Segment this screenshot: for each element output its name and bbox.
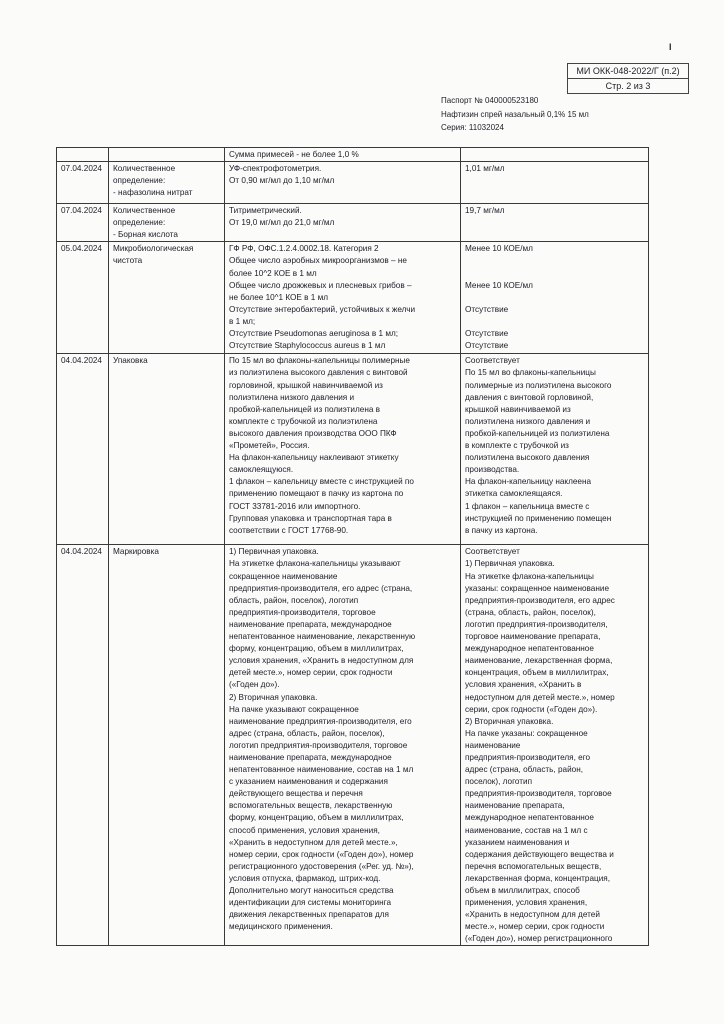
cell-line: Упаковка <box>113 356 148 366</box>
passport-info <box>441 94 589 135</box>
cell-line: крышкой навинчиваемой из <box>465 404 571 414</box>
cell-line: 2) Вторичная упаковка. <box>229 692 318 702</box>
cell-line: производства. <box>465 465 520 475</box>
cell-line: сокращенное наименование <box>229 571 338 581</box>
cell-line: наименование препарата, международное <box>229 752 392 762</box>
cell-line: На флакон-капельницу наклеена <box>465 477 592 487</box>
cell-line: условия хранения, «Хранить в недоступном для <box>229 656 414 666</box>
cell-line: логотип предприятия-производителя, торговое <box>229 740 408 750</box>
cell-line: «Прометей», Россия. <box>229 441 310 451</box>
cell-line: На пачке указаны: сокращенное <box>465 728 588 738</box>
cell-line: Отсутствие энтеробактерий, устойчивых к желчи <box>229 304 416 314</box>
cell-line: Общее число аэробных микроорганизмов – не <box>229 256 407 266</box>
table-row <box>57 162 649 204</box>
cell-date <box>57 242 109 354</box>
cell-line: Микробиологическая <box>113 244 194 254</box>
cell-line: Количественное <box>113 164 176 174</box>
cell-name <box>109 162 225 204</box>
cell-line: в комплекте с трубочкой из <box>465 441 569 451</box>
passport-number: Паспорт № 040000523180 <box>441 96 539 105</box>
cell-line: (страна, область, район, поселок), <box>465 607 596 617</box>
cell-name <box>109 545 225 946</box>
cell-line: На пачке указывают сокращенное <box>229 704 359 714</box>
cell-line: из полиэтилена высокого давления с винтовой <box>229 368 408 378</box>
cell-line: действующего вещества и перечня <box>229 789 363 799</box>
cell-result <box>461 148 649 162</box>
cell-result <box>461 354 649 545</box>
cell-line: форму, концентрацию, объем в миллилитрах, <box>229 644 404 654</box>
cell-line: горловиной, крышкой навинчиваемой из <box>229 380 383 390</box>
table-row <box>57 354 649 545</box>
cell-line: Соответствует <box>465 356 520 366</box>
cell-line: На этикетке флакона-капельницы <box>465 571 594 581</box>
cell-line: По 15 мл во флаконы-капельницы <box>465 368 596 378</box>
cell-line: концентрация, объем в миллилитрах, <box>465 668 609 678</box>
cell-line: Общее число дрожжевых и плесневых грибов – <box>229 280 412 290</box>
cell-line: применению помещают в пачку из картона по <box>229 489 404 499</box>
cell-requirement <box>225 162 461 204</box>
cell-line: наименование предприятия-производителя, его <box>229 716 412 726</box>
cell-line: условия отпуска, фармакод, штрих-код. <box>229 873 381 883</box>
cell-line: 1 флакон – капельницу вместе с инструкцией по <box>229 477 414 487</box>
cell-line: непатентованное наименование, лекарственную <box>229 632 416 642</box>
cell-line: Групповая упаковка и транспортная тара в <box>229 513 392 523</box>
cell-line: - Борная кислота <box>113 230 178 240</box>
cell-result <box>461 204 649 242</box>
cell-line: Сумма примесей - не более 1,0 % <box>229 150 359 159</box>
cell-line: адрес (страна, область, район, <box>465 765 584 775</box>
cell-line: Отсутствие Pseudomonas aeruginosa в 1 мл; <box>229 329 399 339</box>
cell-date <box>57 204 109 242</box>
corner-mark: l <box>669 42 672 52</box>
cell-line: Титриметрический. <box>229 206 302 216</box>
cell-requirement <box>225 148 461 162</box>
cell-line: чистота <box>113 256 143 266</box>
cell-line: лекарственная форма, концентрация, <box>465 873 610 883</box>
cell-line: Отсутствие <box>465 341 509 351</box>
cell-line <box>465 292 644 304</box>
cell-line: На флакон-капельницу наклеивают этикетку <box>229 453 399 463</box>
cell-date <box>57 354 109 545</box>
cell-line: объем в миллилитрах, способ <box>465 886 580 895</box>
cell-result <box>461 545 649 946</box>
cell-line: способ применения, условия хранения, <box>229 825 380 835</box>
doc-code-box <box>567 63 689 94</box>
cell-requirement <box>225 354 461 545</box>
table-row <box>57 204 649 242</box>
cell-line: наименование препарата, <box>465 801 565 811</box>
cell-line: пробкой-капельницей из полиэтилена в <box>229 404 381 414</box>
cell-line: определение: <box>113 218 166 228</box>
cell-line: 1 флакон – капельница вместе с <box>465 501 590 511</box>
cell-line: в 1 мл; <box>229 316 256 326</box>
cell-line: недоступном для детей месте.», номер <box>465 692 615 702</box>
cell-line: международное непатентованное <box>465 813 594 823</box>
cell-date <box>57 545 109 946</box>
cell-line: наименование <box>465 740 521 750</box>
cell-line: предприятия-производителя, его адрес <box>465 595 615 605</box>
cell-line: область, район, поселок), логотип <box>229 595 359 605</box>
cell-line: медицинского применения. <box>229 922 333 932</box>
cell-line: предприятия-производителя, его адрес (страна, <box>229 583 413 593</box>
cell-line: поселок), логотип <box>465 777 533 787</box>
cell-result <box>461 162 649 204</box>
cell-line: детей месте.», номер серии, срок годности <box>229 668 393 678</box>
cell-line: содержания действующего вещества и <box>465 849 614 859</box>
cell-line: более 10^2 КОЕ в 1 мл <box>229 268 317 278</box>
cell-line: указанием наименования и <box>465 837 570 847</box>
cell-line: наименование, состав на 1 мл с <box>465 825 588 835</box>
cell-line: Менее 10 КОЕ/мл <box>465 280 533 290</box>
cell-requirement <box>225 242 461 354</box>
cell-line: «Хранить в недоступном для детей месте.», <box>229 837 398 847</box>
cell-line: комплекте с трубочкой из полиэтилена <box>229 416 378 426</box>
cell-line: Дополнительно могут наноситься средства <box>229 886 394 895</box>
cell-line: 04.04.2024 <box>61 356 102 366</box>
cell-line: ГФ РФ, ОФС.1.2.4.0002.18. Категория 2 <box>229 244 379 254</box>
cell-line: По 15 мл во флаконы-капельницы полимерные <box>229 356 410 366</box>
cell-line: применения, условия хранения, <box>465 898 588 908</box>
cell-line: («Годен до»). <box>229 680 280 690</box>
cell-line: высокого давления производства ООО ПКФ <box>229 428 397 438</box>
cell-line: логотип предприятия-производителя, <box>465 619 608 629</box>
cell-line: - нафазолина нитрат <box>113 188 193 198</box>
cell-line: непатентованное наименование, состав на 1 мл <box>229 765 414 775</box>
cell-line: Соответствует <box>465 547 520 557</box>
cell-name <box>109 354 225 545</box>
cell-line: полимерные из полиэтилена высокого <box>465 380 612 390</box>
cell-line: 07.04.2024 <box>61 164 102 174</box>
cell-line: Количественное <box>113 206 176 216</box>
cell-line: 1,01 мг/мл <box>465 164 505 174</box>
cell-requirement <box>225 545 461 946</box>
cell-line: От 0,90 мг/мл до 1,10 мг/мл <box>229 176 335 186</box>
cell-line: 19,7 мг/мл <box>465 206 505 216</box>
cell-line: «Хранить в недоступном для детей <box>465 910 600 920</box>
cell-line: Менее 10 КОЕ/мл <box>465 244 533 254</box>
cell-date <box>57 162 109 204</box>
table-row <box>57 148 649 162</box>
cell-line: предприятия-производителя, торговое <box>465 789 612 799</box>
cell-line: Отсутствие <box>465 329 509 339</box>
cell-line: 04.04.2024 <box>61 547 102 557</box>
cell-line: месте.», номер серии, срок годности <box>465 922 605 932</box>
cell-line: наименование препарата, международное <box>229 619 392 629</box>
cell-line: 05.04.2024 <box>61 244 102 254</box>
cell-name <box>109 204 225 242</box>
cell-line: 1) Первичная упаковка. <box>465 559 555 569</box>
cell-line: 1) Первичная упаковка. <box>229 547 319 557</box>
cell-line: полиэтилена низкого давления и <box>229 392 355 402</box>
cell-line: УФ-спектрофотометрия. <box>229 164 322 174</box>
cell-line: наименование, лекарственная форма, <box>465 656 613 666</box>
cell-line: не более 10^1 КОЕ в 1 мл <box>229 292 328 302</box>
cell-line: торговое наименование препарата, <box>465 632 601 642</box>
cell-line: соответствии с ГОСТ 17768-90. <box>229 525 349 535</box>
cell-name <box>109 148 225 162</box>
cell-line: давления с винтовой горловиной, <box>465 392 594 402</box>
cell-line: инструкцией по применению помещен <box>465 513 612 523</box>
cell-line: вспомогательных веществ, лекарственную <box>229 801 393 811</box>
page-number: Стр. 2 из 3 <box>568 78 688 93</box>
cell-line: определение: <box>113 176 166 186</box>
cell-line: регистрационного удостоверения («Рег. уд. №»), <box>229 861 414 871</box>
test-results-table <box>56 147 649 946</box>
cell-line <box>465 255 644 267</box>
cell-line: 2) Вторичная упаковка. <box>465 716 554 726</box>
cell-line: («Годен до»), номер регистрационного <box>465 934 613 944</box>
cell-line: Отсутствие <box>465 304 509 314</box>
cell-line: серии, срок годности («Годен до»). <box>465 704 598 714</box>
cell-line: форму, концентрацию, объем в миллилитрах, <box>229 813 404 823</box>
cell-line: 07.04.2024 <box>61 206 102 216</box>
batch-number: Серия: 11032024 <box>441 123 504 132</box>
cell-date <box>57 148 109 162</box>
table-row <box>57 545 649 946</box>
cell-line: адрес (страна, область, район, поселок), <box>229 728 385 738</box>
cell-line: в пачку из картона. <box>465 525 538 535</box>
cell-result <box>461 242 649 354</box>
doc-code: МИ ОКК-048-2022/Г (п.2) <box>576 66 680 76</box>
cell-line: самоклеящуюся. <box>229 465 294 475</box>
cell-name <box>109 242 225 354</box>
cell-line: идентификации для системы мониторинга <box>229 898 392 908</box>
cell-line: От 19,0 мг/мл до 21,0 мг/мл <box>229 218 335 228</box>
cell-line: ГОСТ 33781-2016 или импортного. <box>229 501 361 511</box>
cell-line: полиэтилена высокого давления <box>465 453 590 463</box>
cell-line <box>465 268 644 280</box>
cell-line: движения лекарственных препаратов для <box>229 910 389 920</box>
cell-line: предприятия-производителя, его <box>465 752 591 762</box>
table-row <box>57 242 649 354</box>
cell-line: перечня вспомогательных веществ, <box>465 861 602 871</box>
product-name: Нафтизин спрей назальный 0,1% 15 мл <box>441 109 589 119</box>
cell-line: Отсутствие Staphylococcus aureus в 1 мл <box>229 341 386 351</box>
cell-line: Маркировка <box>113 547 159 557</box>
cell-line: этикетка самоклеящаяся. <box>465 489 563 499</box>
cell-line: На этикетке флакона-капельницы указывают <box>229 559 401 569</box>
cell-line: пробкой-капельницей из полиэтилена <box>465 428 610 438</box>
cell-line: международное непатентованное <box>465 644 594 654</box>
cell-line: номер серии, срок годности («Годен до»), номер <box>229 849 414 859</box>
cell-requirement <box>225 204 461 242</box>
cell-line: условия хранения, «Хранить в <box>465 680 582 690</box>
cell-line <box>465 316 644 328</box>
cell-line: предприятия-производителя, торговое <box>229 607 376 617</box>
cell-line: полиэтилена низкого давления и <box>465 416 591 426</box>
cell-line: с указанием наименования и содержания <box>229 777 388 787</box>
cell-line: указаны: сокращенное наименование <box>465 583 609 593</box>
